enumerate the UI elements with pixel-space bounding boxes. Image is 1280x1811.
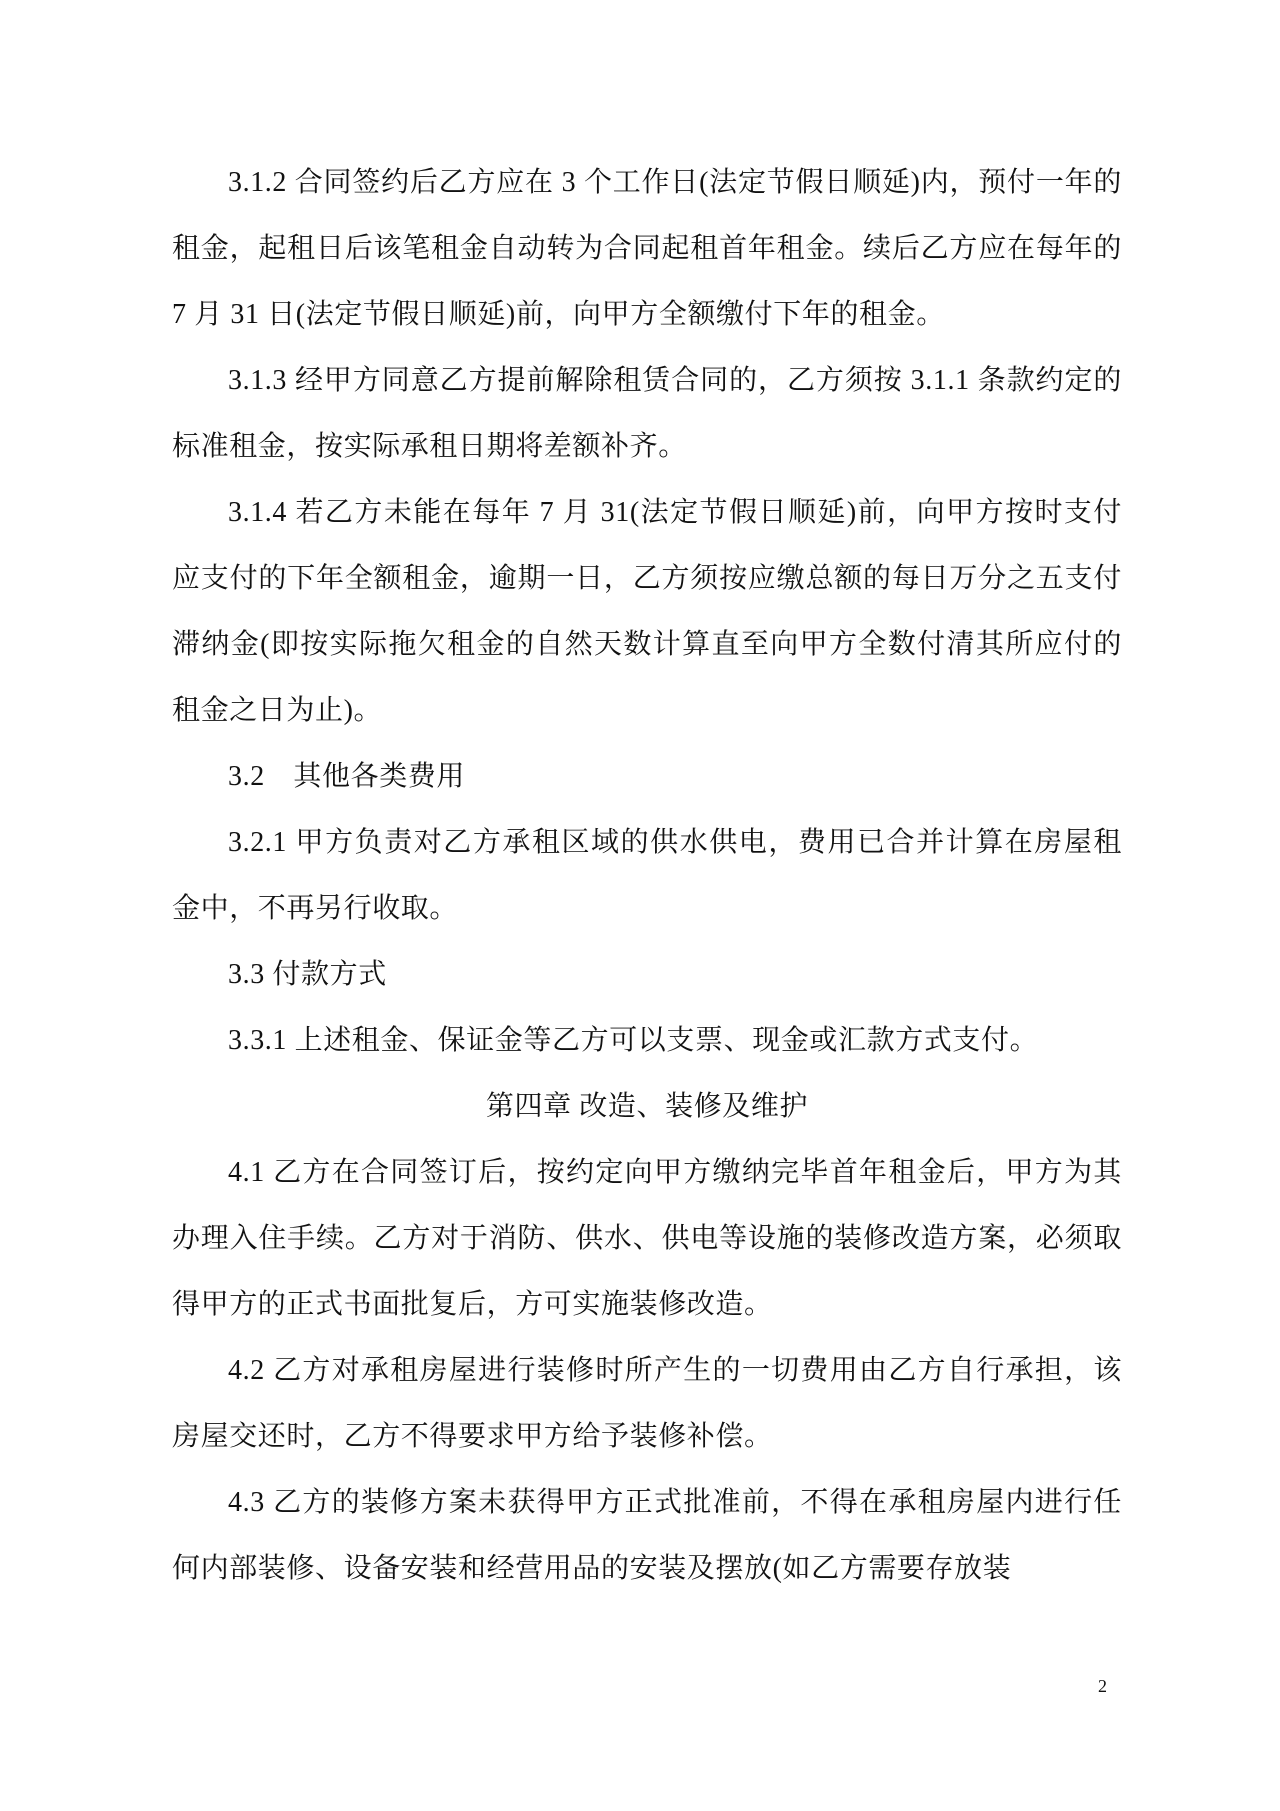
clause-3-1-2: 3.1.2 合同签约后乙方应在 3 个工作日(法定节假日顺延)内，预付一年的租金，起租日后该笔租金自动转为合同起租首年租金。续后乙方应在每年的 7 月 31 日(法定节假日顺延)前，向甲方全额缴付下年的租金。 — [172, 167, 1122, 330]
section-3-3-heading: 3.3 付款方式 — [228, 959, 387, 990]
clause-4-1: 4.1 乙方在合同签订后，按约定向甲方缴纳完毕首年租金后，甲方为其办理入住手续。乙方对于消防、供水、供电等设施的装修改造方案，必须取得甲方的正式书面批复后，方可实施装修改造。 — [172, 1157, 1122, 1320]
clause-3-2-1: 3.2.1 甲方负责对乙方承租区域的供水供电，费用已合并计算在房屋租金中，不再另行收取。 — [172, 827, 1122, 924]
clause-4-3: 4.3 乙方的装修方案未获得甲方正式批准前，不得在承租房屋内进行任何内部装修、设备安装和经营用品的安装及摆放(如乙方需要存放装 — [172, 1487, 1122, 1584]
section-3-2-heading: 3.2 其他各类费用 — [228, 761, 466, 792]
clause-3-1-4: 3.1.4 若乙方未能在每年 7 月 31(法定节假日顺延)前，向甲方按时支付应支付的下年全额租金，逾期一日，乙方须按应缴总额的每日万分之五支付滞纳金(即按实际拖欠租金的自然天数计算直至向甲方全数付清其所应付的租金之日为止)。 — [172, 497, 1122, 726]
page-number: 2 — [1098, 1676, 1107, 1696]
document-body — [172, 150, 1122, 1602]
clause-3-3-1: 3.3.1 上述租金、保证金等乙方可以支票、现金或汇款方式支付。 — [228, 1025, 1039, 1056]
chapter-4-heading: 第四章 改造、装修及维护 — [485, 1091, 809, 1122]
clause-3-1-3: 3.1.3 经甲方同意乙方提前解除租赁合同的，乙方须按 3.1.1 条款约定的标准租金，按实际承租日期将差额补齐。 — [172, 365, 1122, 462]
clause-4-2: 4.2 乙方对承租房屋进行装修时所产生的一切费用由乙方自行承担，该房屋交还时，乙方不得要求甲方给予装修补偿。 — [172, 1355, 1122, 1452]
